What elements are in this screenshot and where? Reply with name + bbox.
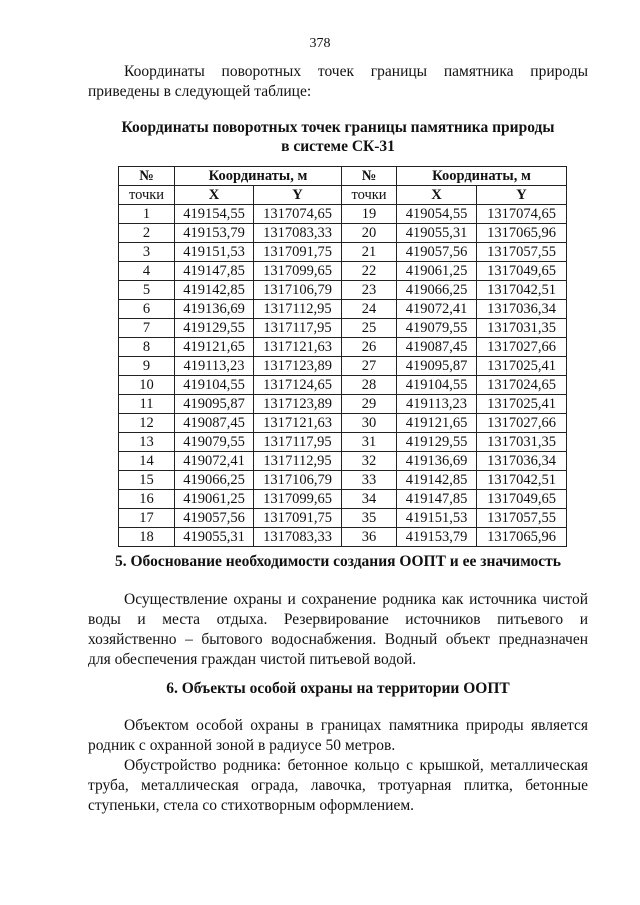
x-coordinate-cell: 419113,23 bbox=[175, 357, 254, 376]
y-coordinate-cell: 1317036,34 bbox=[477, 300, 567, 319]
y-coordinate-cell: 1317057,55 bbox=[477, 243, 567, 262]
table-row bbox=[119, 376, 567, 395]
table-row bbox=[119, 319, 567, 338]
table-title bbox=[88, 118, 588, 156]
section-5-line: для обеспечения граждан чистой питьевой водой. bbox=[88, 651, 417, 668]
y-coordinate-cell: 1317031,35 bbox=[477, 319, 567, 338]
x-coordinate-cell: 419121,65 bbox=[397, 414, 477, 433]
y-coordinate-cell: 1317083,33 bbox=[254, 224, 342, 243]
x-coordinate-cell: 419113,23 bbox=[397, 395, 477, 414]
x-coordinate-cell: 419129,55 bbox=[175, 319, 254, 338]
y-coordinate-cell: 1317112,95 bbox=[254, 300, 342, 319]
point-number-cell: 34 bbox=[342, 490, 397, 509]
y-coordinate-cell: 1317106,79 bbox=[254, 281, 342, 300]
x-coordinate-cell: 419104,55 bbox=[175, 376, 254, 395]
section-6-line: Обустройство родника: бетонное кольцо с крышкой, металлическая bbox=[124, 757, 588, 774]
point-number-cell: 18 bbox=[119, 528, 175, 547]
point-number-cell: 12 bbox=[119, 414, 175, 433]
section-5-line: хозяйственно – бытового водоснабжения. Водный объект предназначен bbox=[88, 631, 588, 648]
y-coordinate-cell: 1317049,65 bbox=[477, 490, 567, 509]
point-number-cell: 17 bbox=[119, 509, 175, 528]
table-row bbox=[119, 414, 567, 433]
section-5-heading: 5. Обоснование необходимости создания ООПТ и ее значимость bbox=[115, 553, 561, 570]
y-coordinate-cell: 1317042,51 bbox=[477, 471, 567, 490]
x-coordinate-cell: 419087,45 bbox=[397, 338, 477, 357]
x-coordinate-cell: 419151,53 bbox=[175, 243, 254, 262]
y-coordinate-cell: 1317049,65 bbox=[477, 262, 567, 281]
table-row bbox=[119, 243, 567, 262]
table-row bbox=[119, 224, 567, 243]
y-coordinate-cell: 1317031,35 bbox=[477, 433, 567, 452]
header-number-left: № bbox=[119, 167, 175, 186]
table-row bbox=[119, 338, 567, 357]
point-number-cell: 27 bbox=[342, 357, 397, 376]
header-x-right: X bbox=[397, 186, 477, 205]
section-6-line: ступеньки, стела со стихотворным оформлением. bbox=[88, 797, 415, 814]
y-coordinate-cell: 1317027,66 bbox=[477, 414, 567, 433]
header-y-left: Y bbox=[254, 186, 342, 205]
point-number-cell: 1 bbox=[119, 205, 175, 224]
point-number-cell: 36 bbox=[342, 528, 397, 547]
x-coordinate-cell: 419121,65 bbox=[175, 338, 254, 357]
table-row bbox=[119, 528, 567, 547]
point-number-cell: 23 bbox=[342, 281, 397, 300]
y-coordinate-cell: 1317024,65 bbox=[477, 376, 567, 395]
table-row bbox=[119, 205, 567, 224]
y-coordinate-cell: 1317025,41 bbox=[477, 357, 567, 376]
x-coordinate-cell: 419153,79 bbox=[397, 528, 477, 547]
x-coordinate-cell: 419147,85 bbox=[175, 262, 254, 281]
point-number-cell: 8 bbox=[119, 338, 175, 357]
y-coordinate-cell: 1317106,79 bbox=[254, 471, 342, 490]
point-number-cell: 13 bbox=[119, 433, 175, 452]
x-coordinate-cell: 419072,41 bbox=[397, 300, 477, 319]
x-coordinate-cell: 419136,69 bbox=[397, 452, 477, 471]
section-6-paragraph-1 bbox=[88, 716, 588, 756]
y-coordinate-cell: 1317025,41 bbox=[477, 395, 567, 414]
x-coordinate-cell: 419061,25 bbox=[175, 490, 254, 509]
y-coordinate-cell: 1317124,65 bbox=[254, 376, 342, 395]
coordinates-table-header bbox=[119, 167, 567, 205]
y-coordinate-cell: 1317091,75 bbox=[254, 509, 342, 528]
table-title-line-2: в системе СК-31 bbox=[281, 138, 395, 155]
point-number-cell: 21 bbox=[342, 243, 397, 262]
y-coordinate-cell: 1317083,33 bbox=[254, 528, 342, 547]
y-coordinate-cell: 1317074,65 bbox=[477, 205, 567, 224]
x-coordinate-cell: 419095,87 bbox=[397, 357, 477, 376]
point-number-cell: 15 bbox=[119, 471, 175, 490]
y-coordinate-cell: 1317036,34 bbox=[477, 452, 567, 471]
x-coordinate-cell: 419057,56 bbox=[397, 243, 477, 262]
point-number-cell: 25 bbox=[342, 319, 397, 338]
point-number-cell: 29 bbox=[342, 395, 397, 414]
y-coordinate-cell: 1317123,89 bbox=[254, 395, 342, 414]
section-6-line: Объектом особой охраны в границах памятника природы является bbox=[124, 717, 588, 734]
table-row bbox=[119, 262, 567, 281]
x-coordinate-cell: 419154,55 bbox=[175, 205, 254, 224]
header-x-left: X bbox=[175, 186, 254, 205]
x-coordinate-cell: 419079,55 bbox=[397, 319, 477, 338]
point-number-cell: 35 bbox=[342, 509, 397, 528]
x-coordinate-cell: 419136,69 bbox=[175, 300, 254, 319]
point-number-cell: 5 bbox=[119, 281, 175, 300]
point-number-cell: 7 bbox=[119, 319, 175, 338]
intro-line-1: Координаты поворотных точек границы памятника природы bbox=[124, 63, 588, 80]
table-title-line-1: Координаты поворотных точек границы памятника природы bbox=[121, 119, 555, 136]
table-row bbox=[119, 433, 567, 452]
point-number-cell: 20 bbox=[342, 224, 397, 243]
point-number-cell: 28 bbox=[342, 376, 397, 395]
x-coordinate-cell: 419057,56 bbox=[175, 509, 254, 528]
section-6-paragraph-2 bbox=[88, 756, 588, 816]
y-coordinate-cell: 1317065,96 bbox=[477, 224, 567, 243]
y-coordinate-cell: 1317065,96 bbox=[477, 528, 567, 547]
y-coordinate-cell: 1317099,65 bbox=[254, 490, 342, 509]
x-coordinate-cell: 419055,31 bbox=[397, 224, 477, 243]
header-point-left: точки bbox=[119, 186, 175, 205]
x-coordinate-cell: 419104,55 bbox=[397, 376, 477, 395]
table-row bbox=[119, 509, 567, 528]
table-row bbox=[119, 490, 567, 509]
y-coordinate-cell: 1317117,95 bbox=[254, 319, 342, 338]
header-point-right: точки bbox=[342, 186, 397, 205]
x-coordinate-cell: 419054,55 bbox=[397, 205, 477, 224]
point-number-cell: 22 bbox=[342, 262, 397, 281]
point-number-cell: 16 bbox=[119, 490, 175, 509]
point-number-cell: 31 bbox=[342, 433, 397, 452]
y-coordinate-cell: 1317057,55 bbox=[477, 509, 567, 528]
point-number-cell: 4 bbox=[119, 262, 175, 281]
y-coordinate-cell: 1317117,95 bbox=[254, 433, 342, 452]
y-coordinate-cell: 1317121,63 bbox=[254, 338, 342, 357]
y-coordinate-cell: 1317099,65 bbox=[254, 262, 342, 281]
point-number-cell: 30 bbox=[342, 414, 397, 433]
y-coordinate-cell: 1317123,89 bbox=[254, 357, 342, 376]
x-coordinate-cell: 419153,79 bbox=[175, 224, 254, 243]
header-y-right: Y bbox=[477, 186, 567, 205]
section-5-paragraph bbox=[88, 590, 588, 670]
section-5-line: Осуществление охраны и сохранение родника как источника чистой bbox=[124, 591, 588, 608]
point-number-cell: 6 bbox=[119, 300, 175, 319]
table-row bbox=[119, 395, 567, 414]
x-coordinate-cell: 419142,85 bbox=[397, 471, 477, 490]
point-number-cell: 9 bbox=[119, 357, 175, 376]
x-coordinate-cell: 419079,55 bbox=[175, 433, 254, 452]
point-number-cell: 32 bbox=[342, 452, 397, 471]
section-6-line: труба, металлическая ограда, лавочка, тротуарная плитка, бетонные bbox=[88, 777, 588, 794]
header-coords-left: Координаты, м bbox=[175, 167, 342, 186]
coordinates-table bbox=[118, 166, 567, 547]
point-number-cell: 19 bbox=[342, 205, 397, 224]
intro-paragraph bbox=[88, 62, 588, 102]
section-6-heading: 6. Объекты особой охраны на территории ООПТ bbox=[166, 680, 510, 697]
point-number-cell: 10 bbox=[119, 376, 175, 395]
page-number: 378 bbox=[309, 36, 331, 51]
y-coordinate-cell: 1317042,51 bbox=[477, 281, 567, 300]
section-6-line: родник с охранной зоной в радиусе 50 метров. bbox=[88, 737, 396, 754]
coordinates-table-body bbox=[119, 205, 567, 547]
point-number-cell: 3 bbox=[119, 243, 175, 262]
x-coordinate-cell: 419066,25 bbox=[175, 471, 254, 490]
section-5-line: воды и места отдыха. Резервирование источников питьевого и bbox=[88, 611, 588, 628]
x-coordinate-cell: 419142,85 bbox=[175, 281, 254, 300]
point-number-cell: 11 bbox=[119, 395, 175, 414]
table-row bbox=[119, 281, 567, 300]
x-coordinate-cell: 419061,25 bbox=[397, 262, 477, 281]
x-coordinate-cell: 419095,87 bbox=[175, 395, 254, 414]
table-row bbox=[119, 357, 567, 376]
y-coordinate-cell: 1317091,75 bbox=[254, 243, 342, 262]
y-coordinate-cell: 1317027,66 bbox=[477, 338, 567, 357]
header-number-right: № bbox=[342, 167, 397, 186]
point-number-cell: 26 bbox=[342, 338, 397, 357]
x-coordinate-cell: 419066,25 bbox=[397, 281, 477, 300]
point-number-cell: 24 bbox=[342, 300, 397, 319]
x-coordinate-cell: 419055,31 bbox=[175, 528, 254, 547]
x-coordinate-cell: 419072,41 bbox=[175, 452, 254, 471]
y-coordinate-cell: 1317074,65 bbox=[254, 205, 342, 224]
y-coordinate-cell: 1317121,63 bbox=[254, 414, 342, 433]
point-number-cell: 2 bbox=[119, 224, 175, 243]
x-coordinate-cell: 419087,45 bbox=[175, 414, 254, 433]
x-coordinate-cell: 419147,85 bbox=[397, 490, 477, 509]
table-row bbox=[119, 300, 567, 319]
point-number-cell: 14 bbox=[119, 452, 175, 471]
header-coords-right: Координаты, м bbox=[397, 167, 567, 186]
point-number-cell: 33 bbox=[342, 471, 397, 490]
x-coordinate-cell: 419151,53 bbox=[397, 509, 477, 528]
intro-line-2: приведены в следующей таблице: bbox=[88, 83, 312, 100]
x-coordinate-cell: 419129,55 bbox=[397, 433, 477, 452]
table-row bbox=[119, 471, 567, 490]
y-coordinate-cell: 1317112,95 bbox=[254, 452, 342, 471]
table-row bbox=[119, 452, 567, 471]
